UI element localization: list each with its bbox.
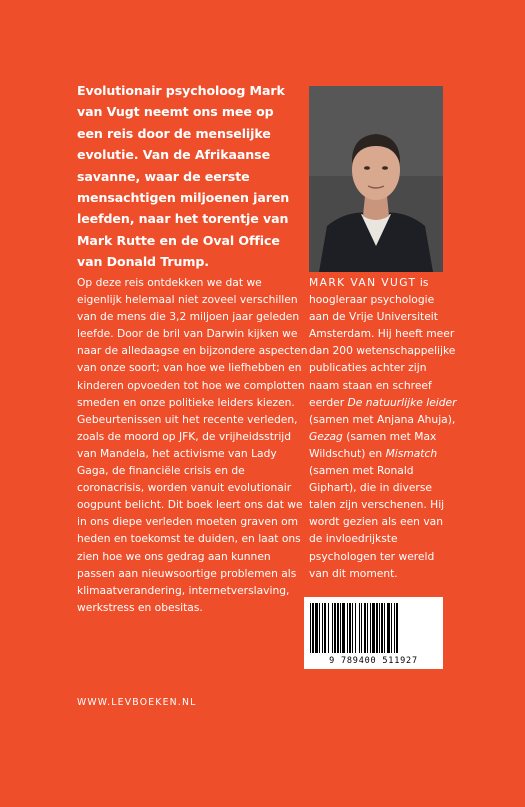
publisher-website: WWW.LEVBOEKEN.NL: [77, 697, 197, 708]
book-title-2: Gezag: [309, 429, 343, 443]
barcode-bar: [349, 603, 351, 653]
bio-part-2: (samen met Anjana Ahuja),: [309, 412, 456, 426]
barcode-bar: [324, 603, 326, 653]
barcode-bar: [367, 603, 368, 653]
barcode-bar: [328, 603, 329, 653]
barcode-bar: [381, 603, 383, 653]
barcode-bar: [379, 603, 380, 653]
author-bio: [309, 274, 457, 582]
barcode-bar: [315, 603, 318, 653]
barcode-bar: [355, 603, 356, 653]
bio-part-1: is hoogleraar psychologie aan de Vrije Universiteit Amsterdam. Hij heeft meer dan 200 wetenschappelijke publicaties achter zijn naam staan en schreef eerder: [309, 276, 456, 409]
author-name: MARK VAN VUGT: [309, 276, 417, 289]
barcode-bar: [391, 603, 392, 653]
barcode-bar: [319, 603, 320, 653]
barcode-bar: [370, 603, 371, 653]
barcode-bar: [312, 603, 314, 653]
barcode-bar: [347, 603, 348, 653]
barcode-bar: [396, 603, 398, 653]
bio-part-3: (samen met Max Wildschut) en: [309, 429, 437, 460]
barcode-bar: [340, 603, 341, 653]
barcode-bar: [387, 603, 390, 653]
back-cover-blurb: Evolutionair psycholoog Mark van Vugt neemt ons mee op een reis door de menselijke evolutie. Van de Afrikaanse savanne, waar de eerste mensachtigen miljoenen jaren leefden, naar het torentje van Mark Rutte en de Oval Office van Donald Trump.: [77, 83, 290, 270]
barcode-icon: [304, 597, 443, 655]
barcode-bar: [364, 603, 366, 653]
barcode-bar: [361, 603, 362, 653]
barcode-bar: [337, 603, 339, 653]
barcode-bar: [394, 603, 395, 653]
barcode-bar: [334, 603, 336, 653]
barcode-bar: [310, 603, 311, 653]
barcode-bar: [322, 603, 323, 653]
barcode-bar: [372, 603, 375, 653]
isbn-barcode: [304, 597, 443, 669]
main-description: [77, 274, 309, 616]
isbn-number: 9 789400 511927: [329, 656, 418, 666]
book-title-1: De natuurlijke leider: [347, 395, 457, 409]
barcode-bar: [342, 603, 345, 653]
barcode-bar: [376, 603, 378, 653]
author-bio-text: [309, 274, 457, 582]
bio-part-4: (samen met Ronald Giphart), die in diverse talen zijn verschenen. Hij wordt gezien als een van de invloedrijkste psychologen ter wereld van dit moment.: [309, 464, 445, 580]
barcode-bar: [332, 603, 333, 653]
barcode-bar: [384, 603, 385, 653]
author-portrait-icon: [309, 86, 443, 272]
main-description-text: Op deze reis ontdekken we dat we eigenlijk helemaal niet zoveel verschillen van de mens die 3,2 miljoen jaar geleden leefde. Door de bril van Darwin kijken we naar de alledaagse en bijzondere aspecten van onze soort; van hoe we liefhebben en kinderen opvoeden tot hoe we complotten smeden en onze politieke leiders kiezen. Gebeurtenissen uit het recente verleden, zoals de moord op JFK, de vrijheidsstrijd van Mandela, het activisme van Lady Gaga, de financiële crisis en de coronacrisis, worden vanuit evolutionair oogpunt belicht. Dit boek leert ons dat we in ons diepe verleden moeten graven om heden en toekomst te duiden, en laat ons zien hoe we ons gedrag aan kunnen passen aan nieuwsoortige problemen als klimaatverandering, internetverslaving, werkstress en obesitas.: [77, 276, 308, 614]
barcode-bar: [359, 603, 360, 653]
book-title-3: Mismatch: [385, 446, 438, 460]
author-photo: [309, 86, 443, 272]
barcode-bar: [352, 603, 353, 653]
